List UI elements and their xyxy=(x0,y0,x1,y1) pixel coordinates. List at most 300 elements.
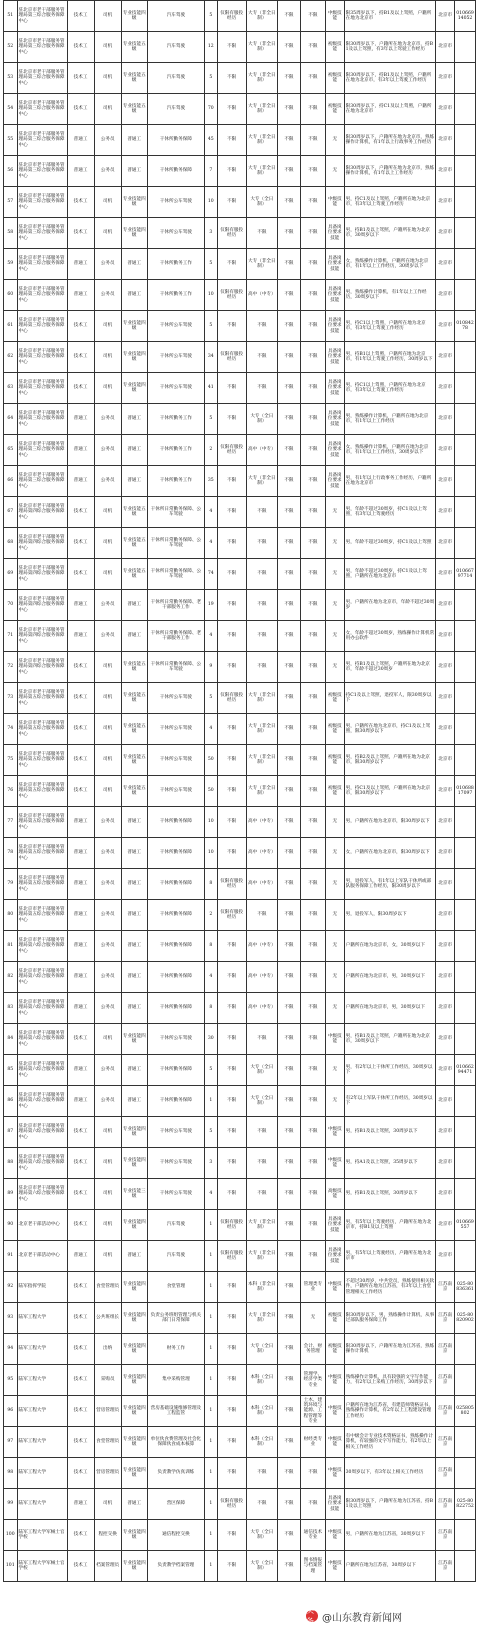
cell-post: 食堂管理员 xyxy=(94,1272,121,1303)
cell-count: 2 xyxy=(205,900,218,931)
table-row xyxy=(4,993,476,1024)
cell-post: 营房管理员 xyxy=(94,1396,121,1427)
cell-skill: 具备岗位要求技能 xyxy=(325,1241,344,1272)
cell-no: 98 xyxy=(4,1458,18,1489)
cell-duty: 干休所勤务工作 xyxy=(147,404,204,435)
cell-unit: 陆军工程大学 xyxy=(17,1489,67,1520)
table-row xyxy=(4,32,476,63)
cell-major: 不限 xyxy=(300,32,325,63)
cell-count: 1 xyxy=(205,1086,218,1117)
cell-unit: 驻北京市老干部服务管理局第六综合服务保障中心 xyxy=(17,1086,67,1117)
cell-degree: 不限 xyxy=(277,683,300,714)
cell-level: 专业技能四级 xyxy=(121,1303,147,1334)
cell-req: 男，持B1以上驾照，户籍所在地为北京市，有1年以上驾驶工作经历，30周岁以下 xyxy=(344,342,436,373)
cell-degree: 不限 xyxy=(277,1241,300,1272)
cell-cat: 普通工 xyxy=(67,249,94,280)
cell-place: 北京市 xyxy=(436,683,455,714)
cell-count: 50 xyxy=(205,745,218,776)
cell-skill: 具备岗位要求技能 xyxy=(325,249,344,280)
cell-place: 北京市 xyxy=(436,962,455,993)
table-row xyxy=(4,807,476,838)
cell-unit: 驻北京市老干部服务管理局第五综合服务保障中心 xyxy=(17,714,67,745)
source-watermark xyxy=(300,1607,470,1625)
cell-duty: 干休所公车驾驶 xyxy=(147,187,204,218)
table-row xyxy=(4,497,476,528)
cell-level: 专业技能四级 xyxy=(121,1117,147,1148)
cell-count: 1 xyxy=(205,1272,218,1303)
cell-cat: 技术工 xyxy=(67,1,94,32)
cell-source: 不限 xyxy=(217,1055,246,1086)
cell-skill: 无 xyxy=(325,900,344,931)
cell-req: 男，户籍所在地为江苏省，30周岁以下 xyxy=(344,1520,436,1551)
cell-degree: 不限 xyxy=(277,621,300,652)
cell-skill: 无 xyxy=(325,1086,344,1117)
cell-post: 司机 xyxy=(94,559,121,590)
cell-req: 男，有5年以上驾驶经历，户籍所在地为北京市 xyxy=(344,1241,436,1272)
cell-source: 不限 xyxy=(217,931,246,962)
cell-skill: 无 xyxy=(325,621,344,652)
cell-duty: 干休所公车驾驶 xyxy=(147,311,204,342)
cell-skill: 无 xyxy=(325,962,344,993)
cell-major: 无 xyxy=(300,1303,325,1334)
cell-source: 不限 xyxy=(217,621,246,652)
cell-cat: 普通工 xyxy=(67,125,94,156)
cell-req: 女，熟练操作计算机，户籍所在地为北京市，有1年以上工作经历，30周岁以下 xyxy=(344,249,436,280)
cell-duty: 营房基础设施维修管理及工程监管 xyxy=(147,1396,204,1427)
cell-place: 北京市 xyxy=(436,1148,455,1179)
cell-edu: 大专（非全日制） xyxy=(246,714,277,745)
cell-major: 不限 xyxy=(300,187,325,218)
cell-count: 5 xyxy=(205,311,218,342)
cell-major: 不限 xyxy=(300,683,325,714)
cell-edu: 高中（中专） xyxy=(246,807,277,838)
cell-duty: 干休所日常勤务保障、公车驾驶 xyxy=(147,559,204,590)
table-row xyxy=(4,838,476,869)
cell-post: 司机 xyxy=(94,1179,121,1210)
cell-skill: 具备岗位要求技能 xyxy=(325,373,344,404)
cell-req: 户籍所在地为江苏省，30周岁以下 xyxy=(344,1551,436,1582)
cell-no: 101 xyxy=(4,1551,18,1582)
cell-req: 男，持B1及以上驾照，户籍所在地为北京市，年龄不超过30周岁 xyxy=(344,652,436,683)
cell-place: 北京市 xyxy=(436,900,455,931)
cell-cat: 技术工 xyxy=(67,1024,94,1055)
cell-post: 司机 xyxy=(94,94,121,125)
table-row xyxy=(4,1427,476,1458)
cell-contact xyxy=(455,683,476,714)
cell-count: 45 xyxy=(205,125,218,156)
cell-no: 66 xyxy=(4,466,18,497)
cell-source: 不限 xyxy=(217,373,246,404)
cell-skill: 无 xyxy=(325,931,344,962)
cell-unit: 驻北京市老干部服务管理局第三综合服务保障中心 xyxy=(17,311,67,342)
cell-source: 不限 xyxy=(217,187,246,218)
cell-req: 男，持B1及以上驾照，30周岁以下 xyxy=(344,1117,436,1148)
cell-skill: 中级技能 xyxy=(325,1,344,32)
cell-source: 仅限有服役经历 xyxy=(217,342,246,373)
cell-level: 普通工 xyxy=(121,869,147,900)
cell-contact xyxy=(455,1024,476,1055)
cell-degree: 不限 xyxy=(277,1489,300,1520)
cell-contact: 01066294471 xyxy=(455,1055,476,1086)
cell-edu: 不限 xyxy=(246,621,277,652)
cell-source: 不限 xyxy=(217,1396,246,1427)
cell-req: 男，退役军人，限30周岁以下 xyxy=(344,900,436,931)
cell-major: 土木、建筑环境与能源、工程管理等专业 xyxy=(300,1396,325,1427)
cell-skill: 具备岗位要求技能 xyxy=(325,404,344,435)
cell-major: 不限 xyxy=(300,280,325,311)
cell-major: 不限 xyxy=(300,776,325,807)
cell-req: 男，持C1以上驾照，户籍所在地为北京市，有3年以上驾驶工作经历 xyxy=(344,311,436,342)
cell-major: 不限 xyxy=(300,1489,325,1520)
cell-place: 北京市 xyxy=(436,1,455,32)
cell-level: 专业技能五级 xyxy=(121,745,147,776)
cell-level: 普通工 xyxy=(121,838,147,869)
cell-count: 2 xyxy=(205,435,218,466)
cell-no: 60 xyxy=(4,280,18,311)
cell-contact xyxy=(455,993,476,1024)
cell-cat: 普通工 xyxy=(67,869,94,900)
cell-edu: 大专（非全日制） xyxy=(246,466,277,497)
cell-contact xyxy=(455,1458,476,1489)
table-row xyxy=(4,466,476,497)
cell-degree: 不限 xyxy=(277,125,300,156)
cell-contact xyxy=(455,435,476,466)
cell-degree: 不限 xyxy=(277,1365,300,1396)
cell-place: 北京市 xyxy=(436,776,455,807)
cell-level: 专业技能五级 xyxy=(121,559,147,590)
cell-place: 北京市 xyxy=(436,931,455,962)
cell-skill: 具备岗位要求技能 xyxy=(325,218,344,249)
cell-place: 北京市 xyxy=(436,342,455,373)
cell-duty: 干休所勤务保障 xyxy=(147,125,204,156)
cell-place: 北京市 xyxy=(436,869,455,900)
cell-unit: 驻北京市老干部服务管理局第六综合服务保障中心 xyxy=(17,1117,67,1148)
cell-duty: 集中采购管理 xyxy=(147,1365,204,1396)
cell-no: 100 xyxy=(4,1520,18,1551)
cell-contact xyxy=(455,590,476,621)
cell-source: 仅限有服役经历 xyxy=(217,280,246,311)
cell-source: 不限 xyxy=(217,1303,246,1334)
cell-level: 普通工 xyxy=(121,931,147,962)
cell-skill: 无 xyxy=(325,993,344,1024)
cell-count: 1 xyxy=(205,1489,218,1520)
cell-req: 男，持C1及以上驾照，户籍所在地为北京市，有3年以上驾驶工作经历 xyxy=(344,187,436,218)
cell-post: 司机 xyxy=(94,342,121,373)
cell-skill: 具备岗位要求技能 xyxy=(325,280,344,311)
cell-duty: 干休所公车驾驶 xyxy=(147,776,204,807)
cell-duty: 干休所勤务保障 xyxy=(147,1055,204,1086)
cell-degree: 不限 xyxy=(277,1179,300,1210)
cell-cat: 技术工 xyxy=(67,342,94,373)
cell-duty: 干休所勤务工作 xyxy=(147,466,204,497)
cell-unit: 驻北京市老干部服务管理局第四综合服务保障中心 xyxy=(17,497,67,528)
cell-cat: 技术工 xyxy=(67,1117,94,1148)
cell-post: 司机 xyxy=(94,528,121,559)
cell-edu: 大专（非全日制） xyxy=(246,125,277,156)
cell-level: 专业技能四级 xyxy=(121,1334,147,1365)
cell-edu: 大专（全日制） xyxy=(246,1086,277,1117)
cell-unit: 驻北京市老干部服务管理局第四综合服务保障中心 xyxy=(17,621,67,652)
cell-req: 男，年龄不超过30周岁，持C1及以上驾照，户籍所在地为北京市 xyxy=(344,559,436,590)
cell-contact xyxy=(455,1365,476,1396)
cell-source: 不限 xyxy=(217,1334,246,1365)
cell-unit: 驻北京市老干部服务管理局第三综合服务保障中心 xyxy=(17,342,67,373)
cell-source: 不限 xyxy=(217,528,246,559)
cell-post: 公务员 xyxy=(94,931,121,962)
cell-major: 不限 xyxy=(300,218,325,249)
cell-no: 91 xyxy=(4,1241,18,1272)
cell-edu: 高中（中专） xyxy=(246,962,277,993)
cell-place: 江苏南京 xyxy=(436,1520,455,1551)
cell-place: 北京市 xyxy=(436,218,455,249)
cell-major: 不限 xyxy=(300,125,325,156)
cell-place: 北京市 xyxy=(436,993,455,1024)
cell-contact xyxy=(455,373,476,404)
cell-no: 75 xyxy=(4,745,18,776)
toutiao-logo-icon: 头条 xyxy=(306,1610,318,1622)
cell-req: 男，熟练操作计算机，有1年以上工作经历，30周岁以下 xyxy=(344,280,436,311)
cell-place: 江苏南京 xyxy=(436,1427,455,1458)
cell-req: 户籍所在地为江苏省，有建造师资格证书，熟练操作计算机，有2年以上工程建设管理工作经历 xyxy=(344,1396,436,1427)
cell-source: 不限 xyxy=(217,962,246,993)
cell-skill: 无 xyxy=(325,528,344,559)
cell-count: 4 xyxy=(205,528,218,559)
cell-req: 熟练操作计算机，具有较强的文字写作能力，有2年以上采购工作经历，30周岁以下 xyxy=(344,1365,436,1396)
cell-no: 68 xyxy=(4,528,18,559)
cell-unit: 驻北京市老干部服务管理局第六综合服务保障中心 xyxy=(17,1148,67,1179)
cell-count: 3 xyxy=(205,218,218,249)
cell-source: 不限 xyxy=(217,404,246,435)
cell-no: 62 xyxy=(4,342,18,373)
cell-req: 男，持C1以上驾照，户籍所在地为北京市，有3年以上驾驶工作经历 xyxy=(344,373,436,404)
cell-degree: 不限 xyxy=(277,218,300,249)
cell-post: 公务员 xyxy=(94,590,121,621)
cell-major: 会计、财务管理 xyxy=(300,1334,325,1365)
cell-source: 不限 xyxy=(217,559,246,590)
cell-no: 88 xyxy=(4,1148,18,1179)
cell-cat: 普通工 xyxy=(67,404,94,435)
cell-level: 普通工 xyxy=(121,1055,147,1086)
cell-unit: 驻北京市老干部服务管理局第六综合服务保障中心 xyxy=(17,1055,67,1086)
cell-place: 北京市 xyxy=(436,373,455,404)
cell-duty: 负责公务班组管理与机关部门日常保障 xyxy=(147,1303,204,1334)
cell-major: 不限 xyxy=(300,94,325,125)
cell-duty: 干休所勤务保障 xyxy=(147,156,204,187)
cell-source: 仅限有服役经历 xyxy=(217,218,246,249)
cell-edu: 不限 xyxy=(246,1024,277,1055)
cell-place: 江苏南京 xyxy=(436,1303,455,1334)
cell-contact: 01066914052 xyxy=(455,1,476,32)
cell-major: 不限 xyxy=(300,1179,325,1210)
cell-no: 57 xyxy=(4,187,18,218)
cell-edu: 高中（中专） xyxy=(246,280,277,311)
cell-degree: 不限 xyxy=(277,156,300,187)
cell-source: 不限 xyxy=(217,311,246,342)
cell-post: 司机 xyxy=(94,373,121,404)
cell-contact xyxy=(455,1117,476,1148)
cell-cat: 技术工 xyxy=(67,1303,94,1334)
cell-edu: 不限 xyxy=(246,218,277,249)
cell-major: 不限 xyxy=(300,869,325,900)
cell-degree: 不限 xyxy=(277,32,300,63)
table-row xyxy=(4,249,476,280)
cell-contact: 025-80822752 xyxy=(455,1489,476,1520)
cell-post: 公务员 xyxy=(94,621,121,652)
cell-major: 不限 xyxy=(300,559,325,590)
cell-post: 司机 xyxy=(94,683,121,714)
cell-level: 专业技能四级 xyxy=(121,1210,147,1241)
cell-place: 江苏南京 xyxy=(436,1458,455,1489)
table-row xyxy=(4,652,476,683)
cell-no: 90 xyxy=(4,1210,18,1241)
cell-skill: 具备岗位要求技能 xyxy=(325,435,344,466)
cell-place: 江苏南京 xyxy=(436,1272,455,1303)
cell-source: 不限 xyxy=(217,1272,246,1303)
cell-duty: 负责教学档案管理 xyxy=(147,1551,204,1582)
cell-post: 公务员 xyxy=(94,807,121,838)
cell-major: 不限 xyxy=(300,249,325,280)
cell-place: 北京市 xyxy=(436,1210,455,1241)
cell-skill: 无 xyxy=(325,652,344,683)
table-row xyxy=(4,342,476,373)
cell-req: 男，有1年以上行政事务工作经历，户籍所在地为北京市 xyxy=(344,466,436,497)
cell-no: 87 xyxy=(4,1117,18,1148)
cell-post: 司机 xyxy=(94,714,121,745)
cell-edu: 大专（非全日制） xyxy=(246,1241,277,1272)
cell-count: 10 xyxy=(205,838,218,869)
cell-req: 户籍所在地为北京市，男，30周岁以下 xyxy=(344,993,436,1024)
cell-cat: 普通工 xyxy=(67,280,94,311)
cell-degree: 不限 xyxy=(277,1210,300,1241)
cell-degree: 不限 xyxy=(277,435,300,466)
cell-skill: 具备岗位要求技能 xyxy=(325,311,344,342)
cell-degree: 不限 xyxy=(277,714,300,745)
cell-count: 1 xyxy=(205,1365,218,1396)
cell-count: 4 xyxy=(205,714,218,745)
cell-no: 85 xyxy=(4,1055,18,1086)
cell-edu: 不限 xyxy=(246,1489,277,1520)
cell-post: 司机 xyxy=(94,1489,121,1520)
cell-major: 管理类专业 xyxy=(300,1272,325,1303)
cell-cat: 普通工 xyxy=(67,1086,94,1117)
table-row xyxy=(4,1086,476,1117)
cell-place: 北京市 xyxy=(436,497,455,528)
cell-req: 男，持B1及以上驾照，户籍所在地为北京市，30周岁以下 xyxy=(344,1024,436,1055)
cell-skill: 初级技能 xyxy=(325,776,344,807)
cell-post: 司机 xyxy=(94,652,121,683)
cell-req: 女，年龄不超过30周岁，熟练操作计算机常用办公软件 xyxy=(344,621,436,652)
cell-cat: 普通工 xyxy=(67,156,94,187)
cell-contact xyxy=(455,962,476,993)
cell-unit: 驻北京市老干部服务管理局第三综合服务保障中心 xyxy=(17,435,67,466)
cell-no: 76 xyxy=(4,776,18,807)
cell-unit: 驻北京市老干部服务管理局第五综合服务保障中心 xyxy=(17,683,67,714)
cell-duty: 干休所公车驾驶 xyxy=(147,342,204,373)
cell-req: 男，户籍所在地为北京市，限30周岁以下 xyxy=(344,807,436,838)
cell-req: 女，熟练操作计算机，户籍所在地为北京市，有1年以上工作经历，30周岁以下 xyxy=(344,435,436,466)
cell-major: 管理学、经济学类专业 xyxy=(300,1365,325,1396)
cell-contact xyxy=(455,187,476,218)
cell-unit: 驻北京市老干部服务管理局第三综合服务保障中心 xyxy=(17,156,67,187)
cell-unit: 北京老干部活动中心 xyxy=(17,1241,67,1272)
cell-skill: 初级技能 xyxy=(325,63,344,94)
cell-contact: 01068817097 xyxy=(455,776,476,807)
cell-unit: 驻北京市老干部服务管理局第五综合服务保障中心 xyxy=(17,807,67,838)
cell-level: 普通工 xyxy=(121,404,147,435)
cell-req: 限30周岁以下，男，熟练操作计算机，从事过部队服务保障工作 xyxy=(344,1303,436,1334)
cell-place: 北京市 xyxy=(436,652,455,683)
cell-duty: 食堂管理 xyxy=(147,1272,204,1303)
cell-no: 79 xyxy=(4,869,18,900)
table-row xyxy=(4,1241,476,1272)
cell-contact xyxy=(455,807,476,838)
cell-unit: 驻北京市老干部服务管理局第三综合服务保障中心 xyxy=(17,466,67,497)
cell-unit: 驻北京市老干部服务管理局第四综合服务保障中心 xyxy=(17,528,67,559)
cell-duty: 干休所公车驾驶 xyxy=(147,683,204,714)
cell-edu: 大专（非全日制） xyxy=(246,1303,277,1334)
cell-unit: 驻北京市老干部服务管理局第五综合服务保障中心 xyxy=(17,745,67,776)
cell-post: 公务员 xyxy=(94,838,121,869)
cell-contact: 025-80820902 xyxy=(455,1303,476,1334)
cell-count: 8 xyxy=(205,931,218,962)
cell-level: 专业技能五级 xyxy=(121,528,147,559)
cell-major: 不限 xyxy=(300,1148,325,1179)
cell-post: 司机 xyxy=(94,311,121,342)
cell-contact: 025-80836361 xyxy=(455,1272,476,1303)
cell-cat: 普通工 xyxy=(67,900,94,931)
cell-edu: 不限 xyxy=(246,900,277,931)
cell-req: 限30周岁以下，持B1及以上驾照，户籍所在地为北京市，有3年以上驾驶工作经历 xyxy=(344,63,436,94)
cell-post: 司机 xyxy=(94,1,121,32)
cell-major: 不限 xyxy=(300,745,325,776)
cell-contact xyxy=(455,156,476,187)
cell-source: 不限 xyxy=(217,993,246,1024)
cell-skill: 无 xyxy=(325,869,344,900)
cell-source: 不限 xyxy=(217,1365,246,1396)
table-row xyxy=(4,1365,476,1396)
table-row xyxy=(4,187,476,218)
cell-req: 不超过30周岁，中共党员，熟练使用相关软件，户籍所在地为江苏省，有3年以上食堂管理相关工作经历 xyxy=(344,1272,436,1303)
cell-degree: 不限 xyxy=(277,311,300,342)
cell-edu: 大专（非全日制） xyxy=(246,94,277,125)
cell-source: 不限 xyxy=(217,1520,246,1551)
cell-level: 专业技能五级 xyxy=(121,652,147,683)
cell-cat: 技术工 xyxy=(67,63,94,94)
table-row xyxy=(4,1551,476,1582)
cell-post: 公务员 xyxy=(94,249,121,280)
cell-post: 公务员 xyxy=(94,900,121,931)
cell-unit: 驻北京市老干部服务管理局第三综合服务保障中心 xyxy=(17,125,67,156)
cell-unit: 驻北京市老干部服务管理局第三综合服务保障中心 xyxy=(17,94,67,125)
cell-no: 81 xyxy=(4,931,18,962)
cell-degree: 不限 xyxy=(277,900,300,931)
cell-edu: 不限 xyxy=(246,1148,277,1179)
cell-cat: 技术工 xyxy=(67,683,94,714)
cell-no: 55 xyxy=(4,125,18,156)
cell-contact xyxy=(455,1551,476,1582)
cell-duty: 干休所公车驾驶 xyxy=(147,1024,204,1055)
cell-duty: 营区保障 xyxy=(147,1489,204,1520)
cell-edu: 本科（全日制） xyxy=(246,1396,277,1427)
cell-unit: 驻北京市老干部服务管理局第三综合服务保障中心 xyxy=(17,32,67,63)
cell-level: 专业技能四级 xyxy=(121,1148,147,1179)
cell-degree: 不限 xyxy=(277,776,300,807)
cell-contact xyxy=(455,931,476,962)
cell-count: 1 xyxy=(205,1334,218,1365)
table-row xyxy=(4,1458,476,1489)
cell-major: 不限 xyxy=(300,373,325,404)
cell-cat: 普通工 xyxy=(67,1241,94,1272)
